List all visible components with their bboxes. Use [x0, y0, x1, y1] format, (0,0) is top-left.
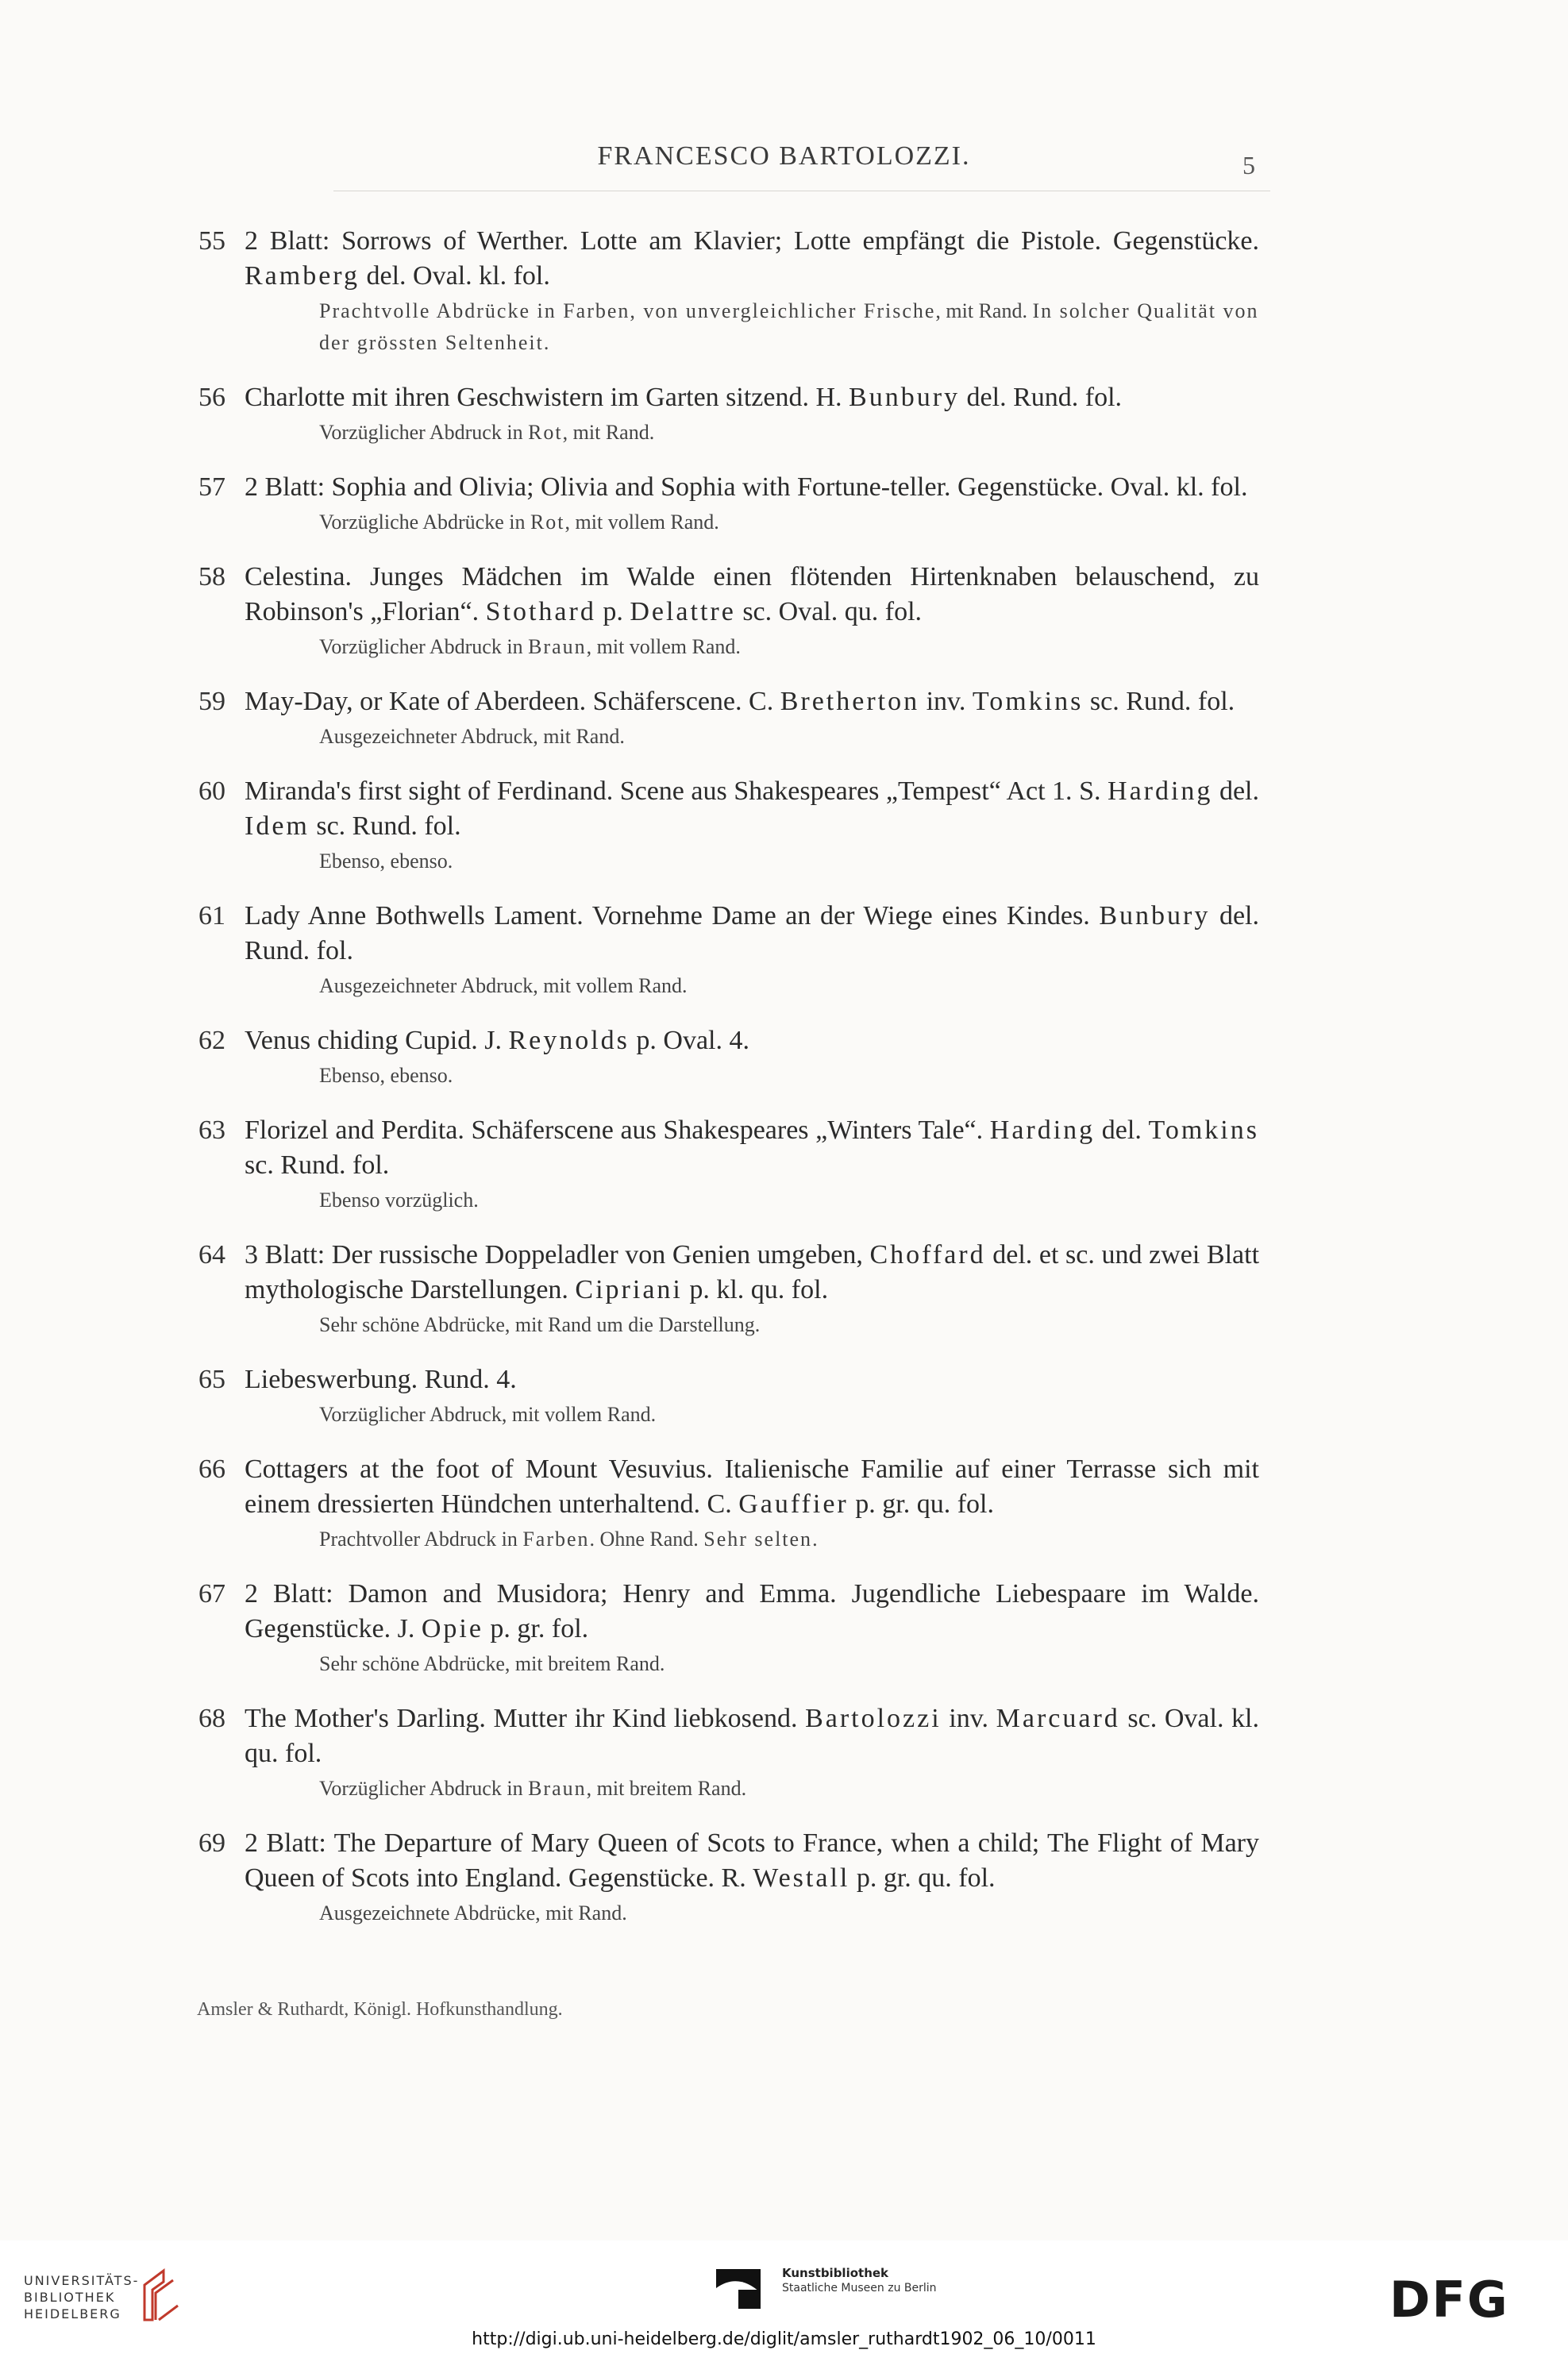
- note-text: Vorzügliche Abdrücke in: [319, 511, 530, 534]
- note-text: .: [812, 1528, 818, 1551]
- note-text: Vorzüglicher Abdruck in: [319, 421, 529, 444]
- entry-number: 65: [198, 1365, 225, 1394]
- condition-note: [319, 1060, 1259, 1092]
- note-text: . Ohne Rand.: [589, 1528, 704, 1551]
- description-text: Florizel and Perdita. Schäferscene aus Shakespeares „Winters Tale“.: [245, 1115, 990, 1145]
- condition-note: [319, 417, 1259, 449]
- note-text: Vorzüglicher Abdruck in: [319, 635, 529, 658]
- entry-description: [245, 560, 1259, 630]
- description-text: sc. Oval. kl. qu. fol.: [245, 1704, 1260, 1768]
- kunstbibliothek-subtitle: Staatliche Museen zu Berlin: [782, 2282, 937, 2294]
- note-text: , mit breitem Rand.: [586, 1777, 747, 1800]
- description-text: 2 Blatt: Sophia and Olivia; Olivia and Sophia with Fortune-teller. Gegenstücke. Oval. kl. fol.: [245, 472, 1248, 502]
- entry-number: 62: [198, 1026, 225, 1055]
- entry-description: [245, 470, 1259, 505]
- catalog-entry: [0, 224, 1568, 359]
- description-text: Liebeswerbung. Rund. 4.: [245, 1365, 517, 1394]
- catalog-entry: [0, 1577, 1568, 1680]
- entry-description: [245, 1023, 1259, 1058]
- page-number: 5: [1242, 151, 1255, 179]
- description-text: p. Oval. 4.: [629, 1026, 749, 1055]
- condition-note: [319, 846, 1259, 877]
- entry-description: [245, 1701, 1259, 1771]
- entry-description: [245, 1826, 1259, 1896]
- running-head: FRANCESCO BARTOLOZZI.: [597, 141, 971, 171]
- description-text: 2 Blatt: The Departure of Mary Queen of Scots to France, when a child; The Flight of Mary Queen of Scots into England. Gegenstücke. R.: [245, 1828, 1259, 1893]
- entry-number: 56: [198, 383, 225, 412]
- catalog-entry: [0, 899, 1568, 1002]
- note-text: Braun: [528, 1777, 587, 1800]
- description-text: sc. Rund. fol.: [1083, 687, 1235, 716]
- description-text: p. gr. fol.: [483, 1614, 589, 1643]
- entry-number: 58: [198, 562, 225, 591]
- note-text: Vorzüglicher Abdruck, mit vollem Rand.: [319, 1403, 657, 1426]
- description-text: 3 Blatt: Der russische Doppeladler von Genien umgeben,: [245, 1240, 870, 1270]
- description-text: del. Rund. fol.: [245, 901, 1259, 965]
- artist-name: Bretherton: [780, 687, 920, 716]
- artist-name: Gauffier: [738, 1489, 849, 1519]
- condition-note: [319, 1185, 1259, 1216]
- description-text: inv.: [941, 1704, 996, 1733]
- entry-description: [245, 684, 1259, 719]
- condition-note: [319, 970, 1259, 1002]
- note-text: Prachtvolle Abdrücke in Farben, von unvergleichlicher Frische: [319, 299, 936, 322]
- entry-description: [245, 1113, 1259, 1183]
- note-text: Prachtvoller Abdruck in: [319, 1528, 523, 1551]
- artist-name: Reynolds: [508, 1026, 630, 1055]
- description-text: del.: [1212, 776, 1259, 806]
- entry-number: 59: [198, 687, 225, 716]
- catalog-entry: [0, 1238, 1568, 1341]
- ub-line: UNIVERSITÄTS-: [24, 2273, 140, 2288]
- description-text: Venus chiding Cupid. J.: [245, 1026, 509, 1055]
- artist-name: Stothard: [485, 597, 596, 626]
- description-text: Charlotte mit ihren Geschwistern im Garten sitzend. H.: [245, 383, 849, 412]
- description-text: inv.: [919, 687, 973, 716]
- entry-description: [245, 1452, 1259, 1522]
- condition-note: [319, 1773, 1259, 1805]
- ub-line: HEIDELBERG: [24, 2306, 121, 2321]
- entry-description: [245, 1362, 1259, 1397]
- entry-number: 66: [198, 1454, 225, 1484]
- catalog-entries: [0, 224, 1568, 1951]
- entry-number: 63: [198, 1115, 225, 1145]
- description-text: The Mother's Darling. Mutter ihr Kind liebkosend.: [245, 1704, 806, 1733]
- entry-description: [245, 899, 1259, 969]
- note-text: Ausgezeichneter Abdruck, mit Rand.: [319, 725, 625, 748]
- note-text: Ebenso, ebenso.: [319, 850, 453, 873]
- artist-name: Choffard: [869, 1240, 986, 1270]
- description-text: 2 Blatt: Damon and Musidora; Henry and Emma. Jugendliche Liebespaare im Walde. Gegenstücke. J.: [245, 1579, 1259, 1643]
- artist-name: Harding: [989, 1115, 1096, 1145]
- entry-number: 55: [198, 226, 225, 256]
- note-text: Rot: [528, 421, 563, 444]
- description-text: Celestina. Junges Mädchen im Walde einen flötenden Hirtenknaben belauschend, zu Robinson's „Florian“.: [245, 562, 1259, 626]
- note-text: Ebenso, ebenso.: [319, 1064, 453, 1087]
- artist-name: Ramberg: [245, 261, 360, 291]
- condition-note: [319, 507, 1259, 538]
- note-text: Sehr schöne Abdrücke, mit breitem Rand.: [319, 1652, 665, 1675]
- note-text: Braun: [528, 635, 587, 658]
- artist-name: Harding: [1108, 776, 1213, 806]
- entry-number: 60: [198, 776, 225, 806]
- description-text: Miranda's first sight of Ferdinand. Scene aus Shakespeares „Tempest“ Act 1. S.: [245, 776, 1108, 806]
- note-text: , mit vollem Rand.: [564, 511, 719, 534]
- note-text: , mit Rand.: [935, 299, 1033, 322]
- artist-name: Westall: [753, 1863, 850, 1893]
- entry-number: 57: [198, 472, 225, 502]
- dfg-logo: DFG: [1389, 2271, 1509, 2329]
- digitization-footer: [0, 2240, 1568, 2358]
- description-text: del. Rund. fol.: [960, 383, 1123, 412]
- entry-number: 68: [198, 1704, 225, 1733]
- catalog-entry: [0, 684, 1568, 753]
- catalog-entry: [0, 774, 1568, 877]
- note-text: Ausgezeichneter Abdruck, mit vollem Rand.: [319, 974, 688, 997]
- catalog-entry: [0, 1701, 1568, 1805]
- condition-note: [319, 721, 1259, 753]
- note-text: Sehr schöne Abdrücke, mit Rand um die Darstellung.: [319, 1313, 761, 1336]
- artist-name: Bunbury: [849, 383, 961, 412]
- kunstbibliothek-name: Kunstbibliothek: [782, 2266, 889, 2280]
- description-text: p. gr. qu. fol.: [848, 1489, 994, 1519]
- ub-line: BIBLIOTHEK: [24, 2290, 116, 2305]
- catalog-entry: [0, 380, 1568, 449]
- artist-name: Cipriani: [575, 1275, 683, 1304]
- ub-heidelberg-logo-icon: [137, 2264, 186, 2328]
- permalink-url[interactable]: http://digi.ub.uni-heidelberg.de/diglit/amsler_ruthardt1902_06_10/0011: [472, 2329, 1096, 2349]
- description-text: Cottagers at the foot of Mount Vesuvius. Italienische Familie auf einer Terrasse sich mit einem dressierten Hündchen unterhaltend. C.: [245, 1454, 1259, 1519]
- description-text: del. Oval. kl. fol.: [360, 261, 550, 291]
- note-text: Farben: [522, 1528, 590, 1551]
- description-text: May-Day, or Kate of Aberdeen. Schäferscene. C.: [245, 687, 780, 716]
- entry-number: 64: [198, 1240, 225, 1270]
- description-text: p. kl. qu. fol.: [682, 1275, 829, 1304]
- condition-note: [319, 1399, 1259, 1431]
- note-text: Sehr selten: [703, 1528, 813, 1551]
- catalog-entry: [0, 1826, 1568, 1929]
- condition-note: [319, 1898, 1259, 1929]
- artist-name: Bartolozzi: [805, 1704, 942, 1733]
- artist-name: Delattre: [630, 597, 736, 626]
- entry-number: 69: [198, 1828, 225, 1858]
- catalog-entry: [0, 1113, 1568, 1216]
- condition-note: [319, 295, 1259, 359]
- condition-note: [319, 1648, 1259, 1680]
- description-text: Lady Anne Bothwells Lament. Vornehme Dame an der Wiege eines Kindes.: [245, 901, 1100, 930]
- artist-name: Marcuard: [996, 1704, 1120, 1733]
- note-text: Vorzüglicher Abdruck in: [319, 1777, 529, 1800]
- entry-number: 67: [198, 1579, 225, 1609]
- description-text: p.: [595, 597, 630, 626]
- description-text: sc. Rund. fol.: [309, 811, 461, 841]
- note-text: Ausgezeichnete Abdrücke, mit Rand.: [319, 1901, 627, 1925]
- entry-description: [245, 380, 1259, 415]
- artist-name: Tomkins: [1148, 1115, 1259, 1145]
- condition-note: [319, 1309, 1259, 1341]
- note-text: , mit Rand.: [562, 421, 655, 444]
- kunstbibliothek-logo-icon: [715, 2261, 767, 2312]
- entry-description: [245, 1238, 1259, 1308]
- entry-description: [245, 774, 1259, 844]
- entry-description: [245, 1577, 1259, 1647]
- catalog-entry: [0, 1452, 1568, 1555]
- catalog-entry: [0, 560, 1568, 663]
- catalog-entry: [0, 1023, 1568, 1092]
- description-text: sc. Rund. fol.: [245, 1150, 390, 1180]
- artist-name: Tomkins: [972, 687, 1084, 716]
- description-text: p. gr. qu. fol.: [849, 1863, 996, 1893]
- condition-note: [319, 631, 1259, 663]
- description-text: del.: [1095, 1115, 1149, 1145]
- description-text: 2 Blatt: Sorrows of Werther. Lotte am Klavier; Lotte empfängt die Pistole. Gegenstücke.: [245, 226, 1259, 256]
- condition-note: [319, 1524, 1259, 1555]
- note-text: Ebenso vorzüglich.: [319, 1189, 479, 1212]
- artist-name: Idem: [245, 811, 310, 841]
- catalog-entry: [0, 1362, 1568, 1431]
- publisher-imprint: Amsler & Ruthardt, Königl. Hofkunsthandlung.: [197, 1999, 563, 2020]
- artist-name: Bunbury: [1099, 901, 1211, 930]
- note-text: , mit vollem Rand.: [586, 635, 741, 658]
- description-text: sc. Oval. qu. fol.: [735, 597, 923, 626]
- note-text: In solcher Qualität von der grössten Seltenheit.: [319, 299, 1259, 354]
- ub-heidelberg-label: [24, 2272, 139, 2322]
- description-text: del. et sc. und zwei Blatt mythologische Darstellungen.: [245, 1240, 1260, 1304]
- entry-number: 61: [198, 901, 225, 930]
- catalog-entry: [0, 470, 1568, 538]
- artist-name: Opie: [421, 1614, 483, 1643]
- entry-description: [245, 224, 1259, 294]
- note-text: Rot: [530, 511, 565, 534]
